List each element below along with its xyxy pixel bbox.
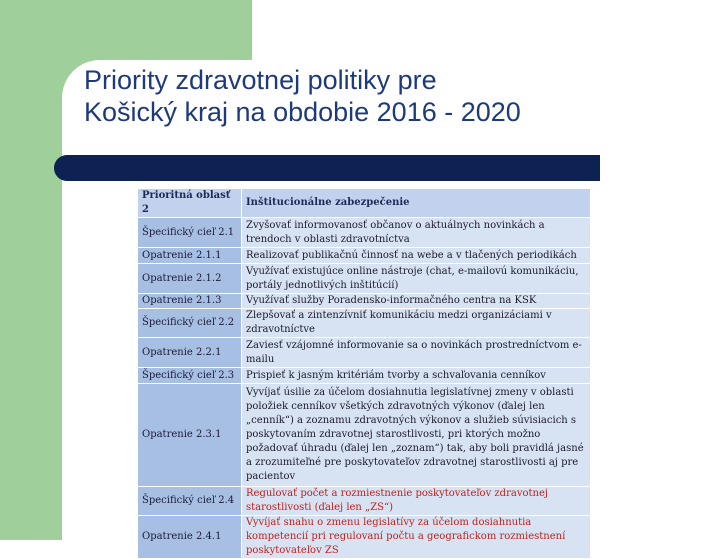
table-row xyxy=(138,264,591,294)
row-label: Špecifický cieľ 2.2 xyxy=(138,309,242,338)
table-row xyxy=(138,294,591,309)
row-text: Využívať služby Poradensko-informačného centra na KSK xyxy=(242,294,591,309)
row-text: Zvyšovať informovanosť občanov o aktuálnych novinkách a trendoch v oblasti zdravotníctva xyxy=(242,218,591,248)
row-text: Realizovať publikačnú činnosť na webe a v tlačených periodikách xyxy=(242,248,591,264)
row-label: Opatrenie 2.3.1 xyxy=(138,384,242,487)
header-priority-area: Prioritná oblasť 2 xyxy=(138,189,242,218)
row-label: Opatrenie 2.1.1 xyxy=(138,248,242,264)
table-row xyxy=(138,516,591,559)
table-row xyxy=(138,248,591,264)
title-line-2: Košický kraj na obdobie 2016 - 2020 xyxy=(84,97,521,127)
slide-title xyxy=(84,64,644,128)
priority-table xyxy=(137,188,591,559)
row-label: Špecifický cieľ 2.4 xyxy=(138,487,242,516)
title-divider-bar xyxy=(54,155,600,181)
table-row xyxy=(138,384,591,487)
row-text: Vyvíjať snahu o zmenu legislatívy za účelom dosiahnutia kompetencií pri regulovaní počtu a geografickom rozmiestnení poskytovateľov ZS xyxy=(242,516,591,559)
row-label: Opatrenie 2.4.1 xyxy=(138,516,242,559)
row-text: Vyvíjať úsilie za účelom dosiahnutia legislatívnej zmeny v oblasti položiek cenníkov všetkých zdravotných výkonov (ďalej len „cenník“) a zoznamu zdravotných výkonov a služieb súvisiacich s poskytovaním zdravotnej starostlivosti, pri ktorých možno požadovať úhradu (ďalej len „zoznam“) tak, aby boli pravidlá jasné a zrozumiteľné pre poskytovateľov zdravotnej starostlivosti aj pre pacientov xyxy=(242,384,591,487)
row-text: Zlepšovať a zintenzívniť komunikáciu medzi organizáciami v zdravotníctve xyxy=(242,309,591,338)
row-label: Špecifický cieľ 2.1 xyxy=(138,218,242,248)
table-row xyxy=(138,309,591,338)
row-text: Využívať existujúce online nástroje (chat, e-mailovú komunikáciu, portály jednotlivých inštitúcií) xyxy=(242,264,591,294)
table-row xyxy=(138,218,591,248)
row-label: Opatrenie 2.1.2 xyxy=(138,264,242,294)
title-line-1: Priority zdravotnej politiky pre xyxy=(84,65,437,95)
row-text: Prispieť k jasným kritériám tvorby a schvaľovania cenníkov xyxy=(242,368,591,384)
table-row xyxy=(138,338,591,368)
row-label: Opatrenie 2.2.1 xyxy=(138,338,242,368)
row-text: Regulovať počet a rozmiestnenie poskytovateľov zdravotnej starostlivosti (ďalej len „ZS“) xyxy=(242,487,591,516)
table-header-row xyxy=(138,189,591,218)
table-row xyxy=(138,368,591,384)
row-label: Opatrenie 2.1.3 xyxy=(138,294,242,309)
row-label: Špecifický cieľ 2.3 xyxy=(138,368,242,384)
row-text: Zaviesť vzájomné informovanie sa o novinkách prostredníctvom e-mailu xyxy=(242,338,591,368)
header-institutional: Inštitucionálne zabezpečenie xyxy=(242,189,591,218)
table-row xyxy=(138,487,591,516)
